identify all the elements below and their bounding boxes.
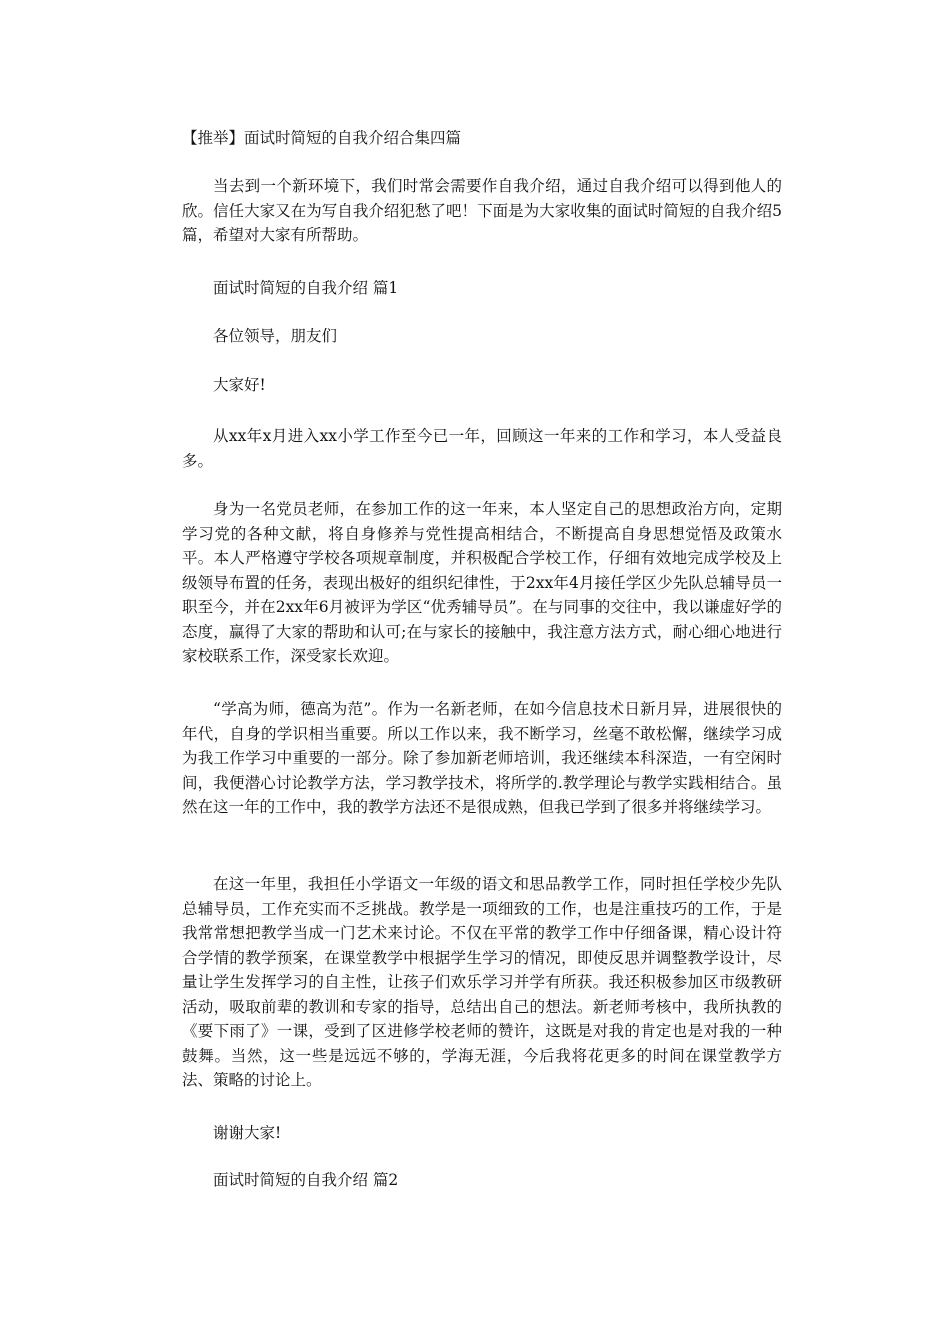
section-heading-2: 面试时简短的自我介绍 篇2	[213, 1171, 399, 1189]
section-heading-1: 面试时简短的自我介绍 篇1	[213, 279, 399, 297]
body-paragraph-1: 从xx年x月进入xx小学工作至今已一年，回顾这一年来的工作和学习，本人受益良多。	[182, 427, 782, 470]
intro-paragraph: 当去到一个新环境下，我们时常会需要作自我介绍，通过自我介绍可以得到他人的欣。信任大家又在为写自我介绍犯愁了吧！下面是为大家收集的面试时简短的自我介绍5篇，希望对大家有所帮助。	[182, 177, 782, 244]
body-paragraph-4: 在这一年里，我担任小学语文一年级的语文和思品教学工作，同时担任学校少先队总辅导员，工作充实而不乏挑战。教学是一项细致的工作，也是注重技巧的工作，于是我常常想把教学当成一门艺术来讨论。不仅在平常的教学工作中仔细备课，精心设计符合学情的教学预案，在课堂教学中根据学生学习的情况，即使反思并调整教学设计，尽量让学生发挥学习的自主性，让孩子们欢乐学习并学有所获。我还积极参加区市级教研活动，吸取前辈的教训和专家的指导，总结出自己的想法。新老师考核中，我所执教的《要下雨了》一课，受到了区进修学校老师的赞许，这既是对我的肯定也是对我的一种鼓舞。当然，这一些是远远不够的，学海无涯，今后我将花更多的时间在课堂教学方法、策略的讨论上。	[182, 875, 782, 1089]
salutation: 各位领导，朋友们	[213, 327, 338, 345]
body-paragraph-2: 身为一名党员老师，在参加工作的这一年来，本人坚定自己的思想政治方向，定期学习党的各种文献，将自身修养与党性提高相结合，不断提高自身思想觉悟及政策水平。本人严格遵守学校各项规章制度，并积极配合学校工作，仔细有效地完成学校及上级领导布置的任务，表现出极好的组织纪律性，于2xx年4月接任学区少先队总辅导员一职至今，并在2xx年6月被评为学区“优秀辅导员”。在与同事的交往中，我以谦虚好学的态度，赢得了大家的帮助和认可;在与家长的接触中，我注意方法方式，耐心细心地进行家校联系工作，深受家长欢迎。	[182, 500, 782, 665]
closing-thanks: 谢谢大家!	[213, 1124, 282, 1142]
document-title: 【推举】面试时简短的自我介绍合集四篇	[182, 129, 462, 147]
greeting: 大家好!	[213, 376, 266, 394]
body-paragraph-3: “学高为师，德高为范”。作为一名新老师，在如今信息技术日新月异，进展很快的年代，自身的学识相当重要。所以工作以来，我不断学习，丝毫不敢松懈，继续学习成为我工作学习中重要的一部分。除了参加新老师培训，我还继续本科深造，一有空闲时间，我便潜心讨论教学方法，学习教学技术，将所学的.教学理论与教学实践相结合。虽然在这一年的工作中，我的教学方法还不是很成熟，但我已学到了很多并将继续学习。	[182, 700, 782, 816]
